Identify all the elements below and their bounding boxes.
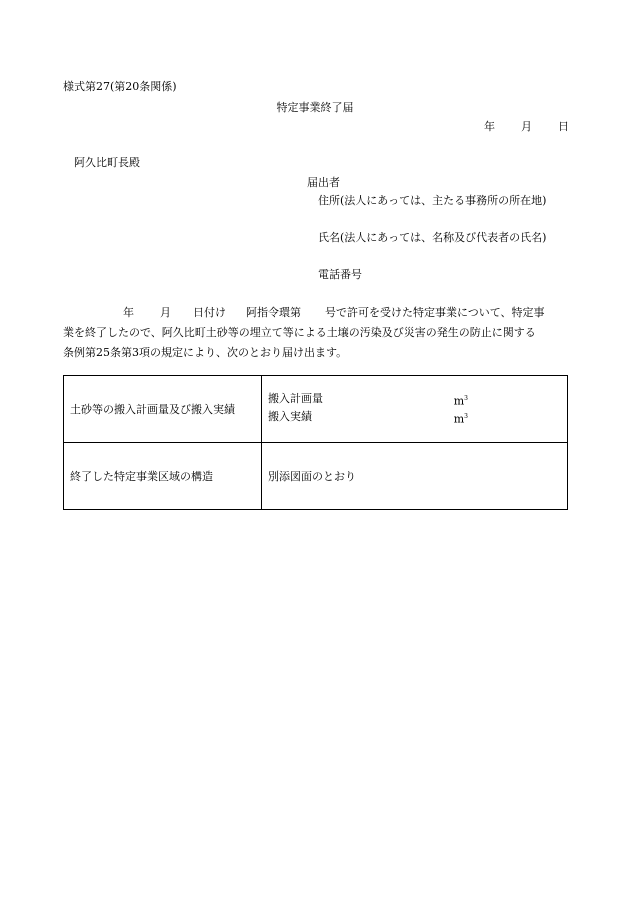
date-month-label: 月 (521, 120, 532, 133)
actual-volume-label: 搬入実績 (268, 410, 312, 423)
applicant-address-field: 住所(法人にあっては、主たる事務所の所在地) (318, 194, 547, 207)
body-line-1-rest: 号で許可を受けた特定事業について、特定事 (325, 306, 545, 319)
table-row-label-soil-volume: 土砂等の搬入計画量及び搬入実績 (64, 376, 262, 443)
table-row (64, 376, 568, 443)
table-row (64, 443, 568, 510)
date-day-label: 日 (558, 120, 569, 133)
table-row-value-soil-volume (262, 376, 568, 443)
date-year-label: 年 (484, 120, 495, 133)
body-line-2: 業を終了したので、阿久比町土砂等の埋立て等による土壌の汚染及び災害の発生の防止に関する (63, 326, 536, 339)
body-line-1 (63, 303, 567, 323)
addressee: 阿久比町長殿 (74, 156, 140, 169)
planned-volume-row (268, 391, 468, 409)
body-line-3: 条例第25条第3項の規定により、次のとおり届け出ます。 (63, 346, 348, 359)
actual-volume-unit: $m^3$ (453, 412, 468, 426)
body-month: 月 (160, 306, 171, 319)
form-number: 様式第27(第20条関係) (63, 80, 177, 93)
table-row-value-structure: 別添図面のとおり (262, 443, 568, 510)
body-year: 年 (123, 306, 134, 319)
applicant-name-field: 氏名(法人にあっては、名称及び代表者の氏名) (318, 231, 547, 244)
document-title: 特定事業終了届 (276, 101, 354, 114)
details-table (63, 375, 568, 510)
applicant-label: 届出者 (307, 176, 340, 189)
planned-volume-unit: $m^3$ (453, 395, 468, 408)
notification-body (63, 303, 567, 363)
applicant-phone-field: 電話番号 (318, 268, 362, 281)
actual-volume-row (268, 409, 468, 427)
planned-volume-label: 搬入計画量 (268, 392, 323, 406)
body-permit-prefix: 阿指令環第 (246, 306, 301, 319)
table-row-label-structure: 終了した特定事業区域の構造 (64, 443, 262, 510)
body-dated: 日付け (193, 306, 226, 319)
submission-date (484, 121, 569, 132)
